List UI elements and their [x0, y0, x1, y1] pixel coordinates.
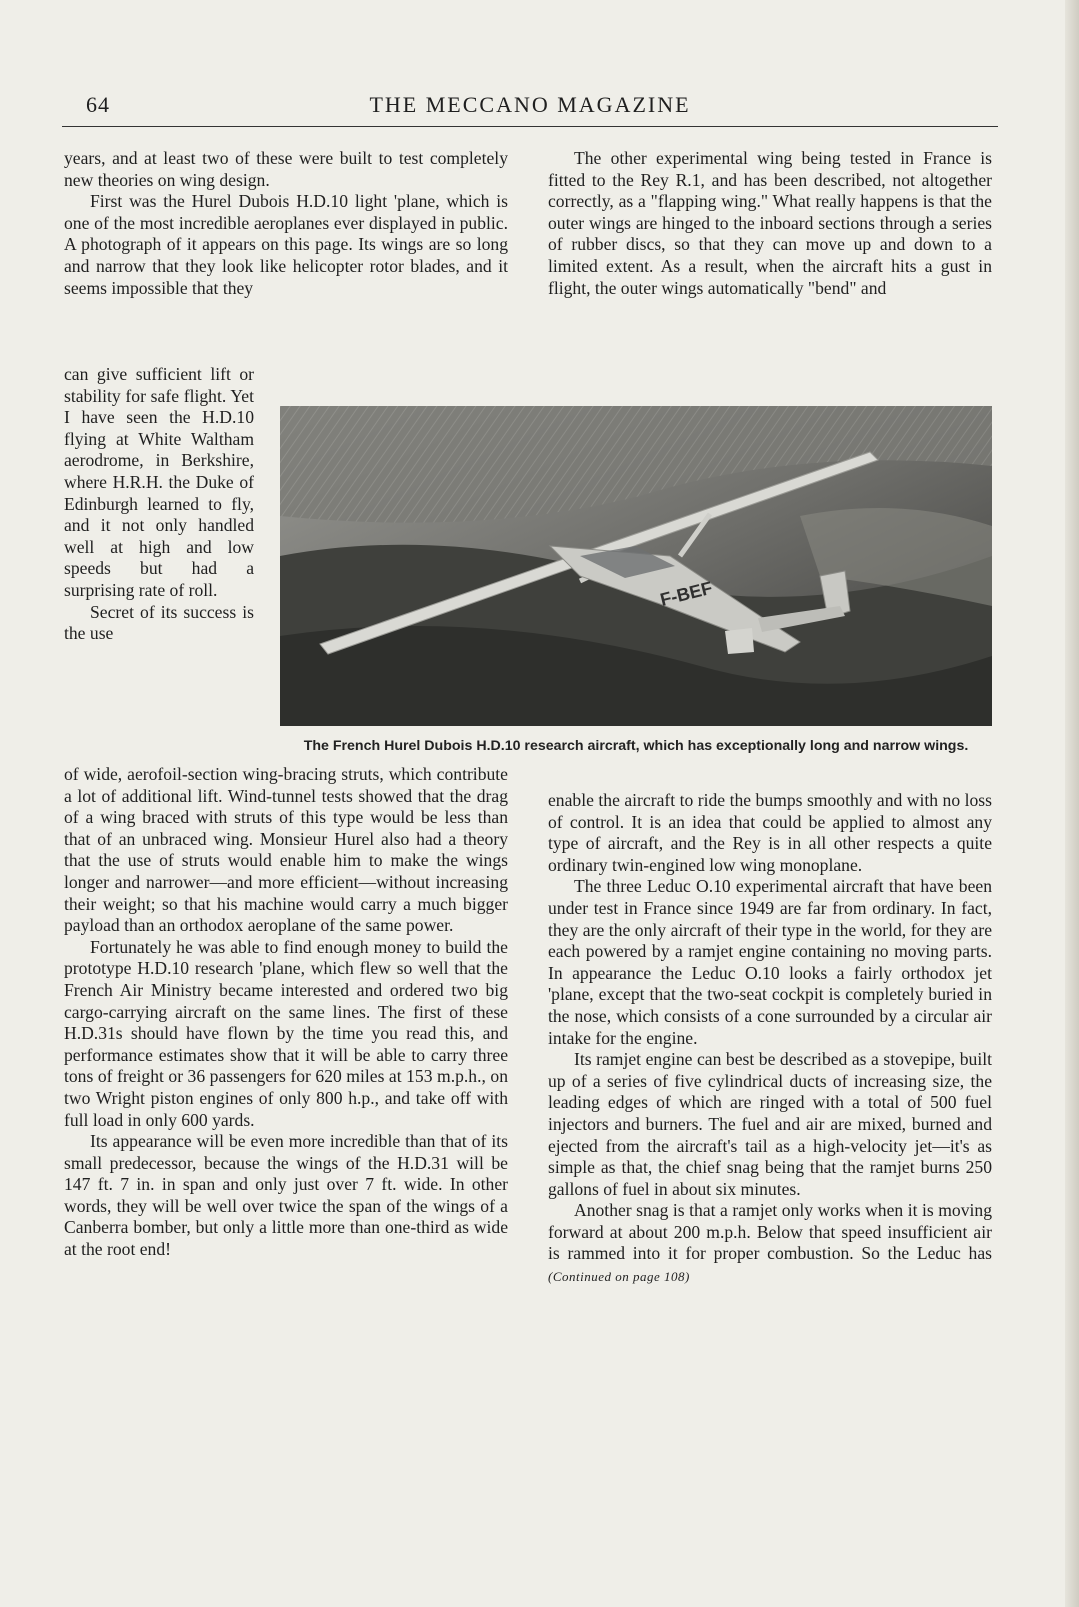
paragraph: of wide, aerofoil-section wing-bracing struts, which contribute a lot of additional lift. Wind-tunnel tests showed that the drag of a wing braced with struts of this type would be less than that of an unbraced wing. Monsieur Hurel also had a theory that the use of struts would enable him to make the wings longer and narrower—and more efficient—without increasing their weight; so that his machine would carry a much bigger payload than an orthodox aeroplane of the same power. — [64, 764, 508, 936]
paragraph: enable the aircraft to ride the bumps smoothly and with no loss of control. It is an idea that could be applied to almost any type of aircraft, and the Rey is in all other respects a quite ordinary twin-engined low wing monoplane. — [548, 790, 992, 875]
paragraph: years, and at least two of these were built to test completely new theories on wing design. — [64, 148, 508, 190]
left-column-bottom — [64, 764, 508, 1261]
paragraph: The other experimental wing being tested in France is fitted to the Rey R.1, and has been described, not altogether correctly, as a "flapping wing." What really happens is that the outer wings are hinged to the inboard sections through a series of rubber discs, so that they can move up and down to a limited extent. As a result, when the aircraft hits a gust in flight, the outer wings automatically "bend" and — [548, 148, 992, 298]
page-header — [62, 90, 998, 130]
right-column-bottom — [548, 790, 992, 1288]
left-column-wrap — [64, 364, 254, 645]
paragraph-text: Another snag is that a ramjet only works when it is moving forward at about 200 m.p.h. Below that speed insufficient air is rammed into it for proper combustion. So the Leduc has — [548, 1200, 992, 1264]
aircraft-registration: F-BEF — [658, 577, 715, 610]
paragraph: Secret of its success is the use — [64, 601, 254, 644]
paragraph: Its appearance will be even more incredible than that of its small predecessor, because the wings of the H.D.31 will be 147 ft. 7 in. in span and only just over 7 ft. wide. In other words, they will be well over twice the span of the wings of a Canberra bomber, but only a little more than one-third as wide at the root end! — [64, 1131, 508, 1260]
magazine-title: THE MECCANO MAGAZINE — [369, 92, 691, 117]
photo-caption: The French Hurel Dubois H.D.10 research aircraft, which has exceptionally long and narrow wings. — [303, 738, 969, 754]
left-column-top — [64, 148, 508, 299]
paragraph: First was the Hurel Dubois H.D.10 light 'plane, which is one of the most incredible aeroplanes ever displayed in public. A photograph of it appears on this page. Its wings are so long and narrow that they look like helicopter rotor blades, and it seems impossible that they — [64, 191, 508, 298]
paragraph: The three Leduc O.10 experimental aircraft that have been under test in France since 1949 are far from ordinary. In fact, they are the only aircraft of their type in the world, for they are each powered by a ramjet engine containing no moving parts. In appearance the Leduc O.10 looks a fairly orthodox jet 'plane, except that the two-seat cockpit is completely buried in the nose, which consists of a cone surrounded by a circular air intake for the engine. — [548, 876, 992, 1048]
paragraph: Its ramjet engine can best be described as a stovepipe, built up of a series of five cylindrical ducts of increasing size, the leading edges of which are ringed with a total of 500 fuel injectors and burners. The fuel and air are mixed, burned and ejected from the aircraft's tail as a high-velocity jet—it's as simple as that, the chief snag being that the ramjet burns 250 gallons of fuel in about six minutes. — [548, 1049, 992, 1199]
page-number: 64 — [86, 92, 110, 117]
page-edge — [1065, 0, 1079, 1607]
paragraph — [548, 1200, 992, 1287]
paragraph: Fortunately he was able to find enough money to build the prototype H.D.10 research 'plane, which flew so well that the French Air Ministry became interested and ordered two big cargo-carrying aircraft on the same lines. The first of these H.D.31s should have flown by the time you read this, and performance estimates show that it will be able to carry three tons of freight or 36 passengers for 620 miles at 153 m.p.h., on two Wright piston engines of only 800 h.p., and take off with full load in only 600 yards. — [64, 936, 508, 1130]
right-column-top — [548, 148, 992, 299]
paragraph: can give sufficient lift or stability for safe flight. Yet I have seen the H.D.10 flying at White Waltham aerodrome, in Berkshire, where H.R.H. the Duke of Edinburgh learned to fly, and it not only handled well at high and low speeds but had a surprising rate of roll. — [64, 364, 254, 600]
header-rule — [62, 126, 998, 127]
continued-note: (Continued on page 108) — [548, 1269, 690, 1285]
aircraft-photo — [280, 406, 992, 726]
